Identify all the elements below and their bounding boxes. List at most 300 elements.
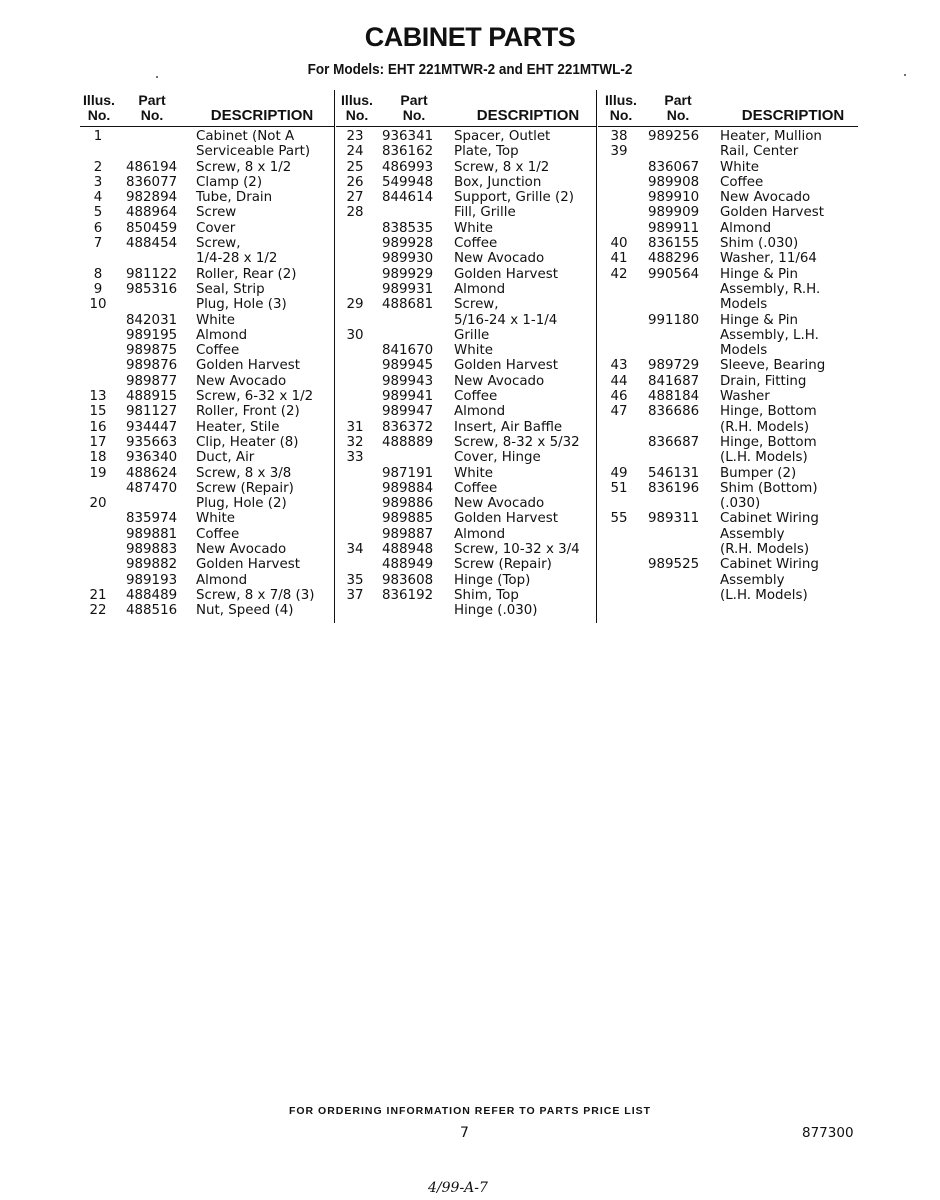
table-row	[598, 496, 858, 511]
part-number: 488964	[126, 205, 178, 221]
part-number: 936340	[126, 450, 178, 466]
part-number: 989941	[382, 389, 434, 405]
part-number	[640, 573, 720, 588]
part-description: Clamp (2)	[196, 174, 263, 190]
illus-number	[80, 481, 116, 496]
part-number: 989928	[382, 236, 434, 252]
illus-number	[598, 190, 640, 205]
part-description: Nut, Speed (4)	[196, 603, 294, 619]
part-description: Insert, Air Baffle	[454, 419, 563, 435]
table-row	[80, 542, 334, 557]
illus-header: Illus. No.	[341, 92, 373, 123]
illus-number: 51	[610, 480, 628, 496]
illus-number: 39	[610, 144, 628, 160]
part-number	[374, 450, 454, 465]
table-row	[80, 236, 334, 251]
handwritten-note: 4/99-A-7	[428, 1180, 488, 1196]
part-description: 1/4-28 x 1/2	[196, 251, 278, 267]
part-description: Assembly	[720, 572, 785, 588]
illus-number: 31	[346, 419, 364, 435]
part-number	[116, 144, 196, 159]
part-number: 486194	[126, 159, 178, 175]
part-description: Fill, Grille	[454, 205, 516, 221]
part-number	[116, 297, 196, 312]
illus-number: 44	[610, 373, 628, 389]
column-divider	[334, 90, 335, 623]
part-description: Grille	[454, 327, 490, 343]
table-row	[80, 343, 334, 358]
table-row	[336, 251, 596, 266]
table-row	[336, 297, 596, 312]
illus-header: Illus. No.	[605, 92, 637, 123]
part-description: Shim (.030)	[720, 236, 799, 252]
part-description: Screw (Repair)	[196, 480, 294, 496]
table-row	[336, 160, 596, 175]
parts-column-2	[336, 90, 596, 619]
part-description: Tube, Drain	[196, 190, 273, 206]
illus-number	[336, 358, 374, 373]
part-description: Clip, Heater (8)	[196, 434, 299, 450]
table-row	[598, 297, 858, 312]
part-description: Assembly, L.H.	[720, 327, 819, 343]
part-description: Almond	[454, 281, 506, 297]
part-number: 987191	[382, 465, 434, 481]
part-number: 989931	[382, 281, 434, 297]
part-number: 835974	[126, 511, 178, 527]
table-row	[598, 160, 858, 175]
part-number: 989930	[382, 251, 434, 267]
part-number	[640, 328, 720, 343]
table-row	[336, 389, 596, 404]
part-number: 836372	[382, 419, 434, 435]
table-row	[598, 466, 858, 481]
part-description: Golden Harvest	[196, 557, 300, 573]
table-row	[336, 557, 596, 572]
part-description: Screw,	[454, 297, 499, 313]
part-description: Coffee	[454, 480, 498, 496]
parts-column-3	[598, 90, 858, 603]
part-number	[640, 282, 720, 297]
part-description: Screw, 8 x 3/8	[196, 465, 292, 481]
part-description: Screw, 8 x 1/2	[196, 159, 292, 175]
table-row	[336, 267, 596, 282]
illus-number: 10	[89, 297, 107, 313]
table-row	[80, 251, 334, 266]
description-header: DESCRIPTION	[210, 107, 314, 124]
illus-number	[336, 466, 374, 481]
part-description: Assembly	[720, 526, 785, 542]
illus-number: 24	[346, 144, 364, 160]
part-description: Hinge, Bottom	[720, 434, 817, 450]
table-row	[80, 420, 334, 435]
illus-number: 41	[610, 251, 628, 267]
part-description: Golden Harvest	[196, 358, 300, 374]
part-number: 836196	[648, 480, 700, 496]
part-description: Hinge (.030)	[454, 603, 538, 619]
table-row	[80, 190, 334, 205]
part-number: 836192	[382, 587, 434, 603]
illus-number: 46	[610, 389, 628, 405]
table-row	[336, 129, 596, 144]
table-row	[598, 404, 858, 419]
table-row	[80, 603, 334, 618]
part-description: New Avocado	[454, 373, 545, 389]
illus-number: 55	[610, 511, 628, 527]
table-row	[336, 144, 596, 159]
part-header: Part No.	[138, 92, 166, 123]
parts-rows	[336, 127, 596, 619]
parts-rows	[598, 127, 858, 603]
part-description: Hinge (Top)	[454, 572, 531, 588]
illus-number	[80, 328, 116, 343]
illus-number: 18	[89, 450, 107, 466]
table-row	[598, 205, 858, 220]
illus-number	[336, 389, 374, 404]
part-number	[116, 129, 196, 144]
part-description: White	[454, 465, 493, 481]
part-header: Part No.	[664, 92, 692, 123]
illus-number: 33	[346, 450, 364, 466]
table-row	[336, 374, 596, 389]
ordering-note: FOR ORDERING INFORMATION REFER TO PARTS PRICE LIST	[288, 1105, 652, 1117]
part-description: White	[454, 343, 493, 359]
table-row	[598, 190, 858, 205]
illus-number	[80, 343, 116, 358]
illus-number: 32	[346, 434, 364, 450]
illus-number	[598, 557, 640, 572]
illus-number	[598, 221, 640, 236]
illus-number: 19	[89, 465, 107, 481]
table-row	[80, 588, 334, 603]
illus-number: 26	[346, 174, 364, 190]
part-description: Hinge & Pin	[720, 312, 798, 328]
table-row	[598, 374, 858, 389]
table-row	[598, 527, 858, 542]
parts-rows	[80, 127, 334, 619]
part-number: 936341	[382, 129, 434, 144]
illus-number: 2	[93, 159, 103, 175]
part-description: New Avocado	[720, 190, 811, 206]
illus-number	[336, 236, 374, 251]
illus-number	[80, 557, 116, 572]
page-number: 7	[460, 1125, 469, 1141]
part-description: Spacer, Outlet	[454, 129, 551, 144]
part-description: Roller, Front (2)	[196, 404, 300, 420]
part-number: 488454	[126, 236, 178, 252]
illus-number	[598, 160, 640, 175]
illus-number	[598, 420, 640, 435]
part-number: 989875	[126, 343, 178, 359]
part-number: 488949	[382, 557, 434, 573]
part-description: New Avocado	[196, 542, 287, 558]
table-row	[80, 267, 334, 282]
table-row	[336, 343, 596, 358]
illus-number: 21	[89, 587, 107, 603]
illus-number: 1	[93, 129, 103, 144]
part-description: Models	[720, 297, 768, 313]
table-row	[80, 221, 334, 236]
illus-number	[80, 374, 116, 389]
description-header: DESCRIPTION	[476, 107, 580, 124]
part-description: Cabinet Wiring	[720, 511, 819, 527]
illus-number	[336, 221, 374, 236]
part-description: Coffee	[196, 526, 240, 542]
part-number: 488915	[126, 389, 178, 405]
illus-number	[336, 282, 374, 297]
illus-number	[598, 205, 640, 220]
part-number: 488516	[126, 603, 178, 619]
part-description: Screw,	[196, 236, 241, 252]
part-number: 991180	[648, 312, 700, 328]
part-number: 989886	[382, 496, 434, 512]
illus-number: 3	[93, 174, 103, 190]
part-number: 488489	[126, 587, 178, 603]
table-row	[598, 144, 858, 159]
part-description: (L.H. Models)	[720, 587, 808, 603]
table-row	[598, 267, 858, 282]
table-row	[598, 435, 858, 450]
illus-number: 42	[610, 266, 628, 282]
part-number: 989943	[382, 373, 434, 389]
part-number: 989909	[648, 205, 700, 221]
part-number: 836162	[382, 144, 434, 160]
table-row	[80, 557, 334, 572]
part-description: (L.H. Models)	[720, 450, 808, 466]
part-number: 488184	[648, 389, 700, 405]
table-row	[598, 557, 858, 572]
part-number: 989883	[126, 542, 178, 558]
part-number: 989947	[382, 404, 434, 420]
column-header	[336, 90, 596, 127]
part-number: 546131	[648, 465, 700, 481]
part-description: White	[454, 220, 493, 236]
table-row	[336, 236, 596, 251]
part-number: 982894	[126, 190, 178, 206]
illus-number	[336, 511, 374, 526]
part-number: 989945	[382, 358, 434, 374]
part-number: 989877	[126, 373, 178, 389]
illus-number: 49	[610, 465, 628, 481]
part-number: 486993	[382, 159, 434, 175]
table-row	[336, 527, 596, 542]
part-description: White	[196, 511, 235, 527]
models-subtitle: For Models: EHT 221MTWR-2 and EHT 221MTWL-2	[307, 61, 633, 78]
illus-header: Illus. No.	[83, 92, 115, 123]
illus-number: 34	[346, 542, 364, 558]
part-description: Models	[720, 343, 768, 359]
part-number	[374, 313, 454, 328]
table-row	[336, 404, 596, 419]
part-description: (R.H. Models)	[720, 419, 810, 435]
part-description: Drain, Fitting	[720, 373, 807, 389]
illus-number: 28	[346, 205, 364, 221]
part-number: 850459	[126, 220, 178, 236]
table-row	[336, 328, 596, 343]
column-header	[598, 90, 858, 127]
part-number: 836155	[648, 236, 700, 252]
part-number: 989884	[382, 480, 434, 496]
table-row	[598, 343, 858, 358]
table-row	[80, 389, 334, 404]
part-number: 935663	[126, 434, 178, 450]
table-row	[80, 435, 334, 450]
part-description: Heater, Stile	[196, 419, 280, 435]
part-description: Screw, 10-32 x 3/4	[454, 542, 580, 558]
part-description: Coffee	[720, 174, 764, 190]
illus-number: 9	[93, 281, 103, 297]
table-row	[336, 573, 596, 588]
table-row	[598, 313, 858, 328]
table-row	[598, 573, 858, 588]
illus-number: 25	[346, 159, 364, 175]
illus-number: 40	[610, 236, 628, 252]
part-number	[116, 251, 196, 266]
part-description: Coffee	[454, 389, 498, 405]
table-row	[80, 573, 334, 588]
table-row	[598, 129, 858, 144]
part-number	[640, 297, 720, 312]
part-number	[640, 588, 720, 603]
part-number: 488681	[382, 297, 434, 313]
illus-number	[80, 511, 116, 526]
illus-number: 17	[89, 434, 107, 450]
illus-number: 8	[93, 266, 103, 282]
part-description: New Avocado	[454, 496, 545, 512]
part-number	[374, 205, 454, 220]
table-row	[336, 603, 596, 618]
part-description: New Avocado	[454, 251, 545, 267]
illus-number	[336, 496, 374, 511]
table-row	[80, 450, 334, 465]
part-description: Bumper (2)	[720, 465, 797, 481]
table-row	[598, 481, 858, 496]
illus-number	[598, 527, 640, 542]
table-row	[336, 282, 596, 297]
part-description: Golden Harvest	[454, 266, 558, 282]
illus-number	[598, 282, 640, 297]
table-row	[80, 144, 334, 159]
table-row	[598, 542, 858, 557]
part-description: Shim, Top	[454, 587, 519, 603]
part-description: Cabinet (Not A	[196, 129, 295, 144]
part-number: 549948	[382, 174, 434, 190]
table-row	[336, 221, 596, 236]
part-header: Part No.	[400, 92, 428, 123]
table-row	[336, 190, 596, 205]
part-number: 989881	[126, 526, 178, 542]
part-number	[640, 527, 720, 542]
illus-number: 23	[346, 129, 364, 144]
part-number: 989876	[126, 358, 178, 374]
part-description: Almond	[720, 220, 772, 236]
part-number: 989729	[648, 358, 700, 374]
part-number: 989195	[126, 327, 178, 343]
illus-number: 22	[89, 603, 107, 619]
part-description: Screw, 8-32 x 5/32	[454, 434, 580, 450]
table-row	[80, 496, 334, 511]
part-number: 989525	[648, 557, 700, 573]
table-row	[80, 160, 334, 175]
part-number: 841687	[648, 373, 700, 389]
part-number: 989929	[382, 266, 434, 282]
table-row	[336, 420, 596, 435]
table-row	[80, 328, 334, 343]
part-number	[640, 420, 720, 435]
part-number: 844614	[382, 190, 434, 206]
illus-number: 4	[93, 190, 103, 206]
part-number	[640, 144, 720, 159]
description-header: DESCRIPTION	[741, 107, 845, 124]
illus-number	[598, 542, 640, 557]
table-row	[336, 358, 596, 373]
illus-number: 47	[610, 404, 628, 420]
table-row	[336, 435, 596, 450]
part-number: 836067	[648, 159, 700, 175]
part-number: 488624	[126, 465, 178, 481]
part-description: Box, Junction	[454, 174, 542, 190]
part-number: 985316	[126, 281, 178, 297]
part-number: 842031	[126, 312, 178, 328]
part-description: Support, Grille (2)	[454, 190, 574, 206]
table-row	[80, 404, 334, 419]
part-description: Heater, Mullion	[720, 129, 822, 144]
table-row	[80, 282, 334, 297]
illus-number	[80, 313, 116, 328]
part-description: Screw	[196, 205, 237, 221]
part-description: Cover	[196, 220, 236, 236]
illus-number: 35	[346, 572, 364, 588]
part-number: 989256	[648, 129, 700, 144]
part-number: 836687	[648, 434, 700, 450]
table-row	[336, 588, 596, 603]
part-description: Plate, Top	[454, 144, 519, 160]
part-number	[640, 343, 720, 358]
part-number	[116, 496, 196, 511]
table-row	[598, 282, 858, 297]
illus-number	[80, 144, 116, 159]
illus-number	[598, 175, 640, 190]
part-number	[640, 496, 720, 511]
illus-number: 30	[346, 327, 364, 343]
part-description: Cabinet Wiring	[720, 557, 819, 573]
illus-number: 16	[89, 419, 107, 435]
part-description: White	[720, 159, 759, 175]
part-number: 989885	[382, 511, 434, 527]
part-description: New Avocado	[196, 373, 287, 389]
part-number	[640, 542, 720, 557]
illus-number	[336, 603, 374, 618]
illus-number: 13	[89, 389, 107, 405]
table-row	[598, 328, 858, 343]
illus-number	[336, 374, 374, 389]
illus-number	[598, 313, 640, 328]
part-description: Roller, Rear (2)	[196, 266, 297, 282]
illus-number: 6	[93, 220, 103, 236]
part-number: 488296	[648, 251, 700, 267]
illus-number: 7	[93, 236, 103, 252]
part-number: 989908	[648, 174, 700, 190]
part-description: Almond	[454, 526, 506, 542]
part-number: 983608	[382, 572, 434, 588]
table-row	[336, 481, 596, 496]
table-row	[80, 481, 334, 496]
part-number: 836686	[648, 404, 700, 420]
part-description: Almond	[196, 327, 248, 343]
table-row	[598, 175, 858, 190]
part-description: Coffee	[454, 236, 498, 252]
part-description: Plug, Hole (2)	[196, 496, 287, 512]
table-row	[598, 588, 858, 603]
